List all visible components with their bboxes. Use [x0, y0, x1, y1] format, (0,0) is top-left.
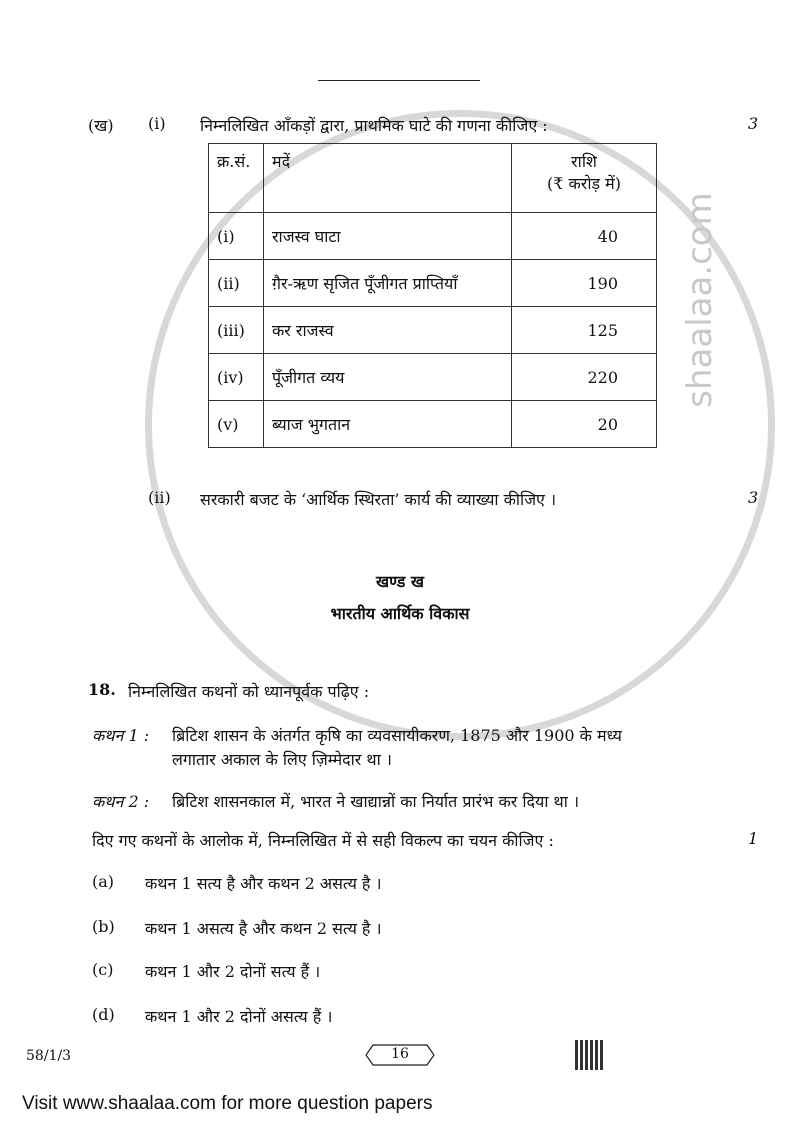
page-number: 16 [391, 1046, 409, 1062]
option-text: कथन 1 असत्य है और कथन 2 सत्य है । [145, 919, 382, 938]
watermark-text: shaalaa.com [680, 192, 720, 408]
option-label: (b) [92, 917, 115, 936]
option-text: कथन 1 और 2 दोनों असत्य हैं । [145, 1007, 333, 1026]
cell-item: ग़ैर-ऋण सृजित पूँजीगत प्राप्तियाँ [264, 260, 512, 307]
statement-text: ब्रिटिश शासनकाल में, भारत ने खाद्यान्नों का निर्यात प्रारंभ कर दिया था । [172, 792, 580, 811]
table-row [209, 213, 657, 260]
table-header [209, 144, 657, 213]
cell-item: ब्याज भुगतान [264, 401, 512, 448]
cell-sno: (ii) [209, 260, 264, 307]
cell-sno: (i) [209, 213, 264, 260]
option-text: कथन 1 और 2 दोनों सत्य हैं । [145, 962, 321, 981]
data-table [208, 143, 657, 448]
question-number: 18. [88, 680, 116, 699]
statement-text: लगातार अकाल के लिए ज़िम्मेदार था । [172, 750, 392, 769]
cell-amount: 125 [512, 307, 657, 354]
question-text: सरकारी बजट के ‘आर्थिक स्थिरता’ कार्य की व्याख्या कीजिए । [200, 490, 557, 509]
question-text: निम्नलिखित आँकड़ों द्वारा, प्राथमिक घाटे की गणना कीजिए : [200, 116, 548, 135]
cell-sno: (iv) [209, 354, 264, 401]
cell-amount: 40 [512, 213, 657, 260]
question-intro: निम्नलिखित कथनों को ध्यानपूर्वक पढ़िए : [128, 682, 370, 701]
marks: 3 [748, 114, 759, 133]
footer-link[interactable]: Visit www.shaalaa.com for more question papers [22, 1093, 433, 1114]
header-amount-unit: (₹ करोड़ में) [547, 174, 621, 193]
question-label: (ख) [88, 116, 114, 135]
option-label: (a) [92, 872, 115, 891]
cell-sno: (v) [209, 401, 264, 448]
header-items: मदें [264, 144, 512, 213]
cell-item: राजस्व घाटा [264, 213, 512, 260]
section-title: खण्ड ख [376, 572, 424, 591]
subpart-label: (ii) [148, 488, 171, 507]
table-row [209, 401, 657, 448]
section-subtitle: भारतीय आर्थिक विकास [330, 604, 470, 623]
table-row [209, 354, 657, 401]
option-label: (d) [92, 1005, 115, 1024]
cell-amount: 220 [512, 354, 657, 401]
cell-item: कर राजस्व [264, 307, 512, 354]
cell-sno: (iii) [209, 307, 264, 354]
cell-item: पूँजीगत व्यय [264, 354, 512, 401]
paper-code: 58/1/3 [26, 1048, 72, 1064]
cell-amount: 20 [512, 401, 657, 448]
marks: 3 [748, 488, 759, 507]
table-row [209, 307, 657, 354]
qr-code-icon [575, 1040, 605, 1070]
header-amount [512, 144, 657, 213]
statement-label: कथन 2 : [92, 792, 150, 811]
cell-amount: 190 [512, 260, 657, 307]
question-prompt: दिए गए कथनों के आलोक में, निम्नलिखित में से सही विकल्प का चयन कीजिए : [92, 831, 554, 850]
header-sno: क्र.सं. [209, 144, 264, 213]
statement-label: कथन 1 : [92, 726, 150, 745]
subpart-label: (i) [148, 114, 166, 133]
option-label: (c) [92, 960, 114, 979]
marks: 1 [748, 829, 759, 848]
top-divider [318, 80, 480, 81]
header-amount-label: राशि [571, 152, 597, 171]
statement-text: ब्रिटिश शासन के अंतर्गत कृषि का व्यवसायीकरण, 1875 और 1900 के मध्य [172, 726, 622, 745]
table-row [209, 260, 657, 307]
option-text: कथन 1 सत्य है और कथन 2 असत्य है । [145, 874, 382, 893]
